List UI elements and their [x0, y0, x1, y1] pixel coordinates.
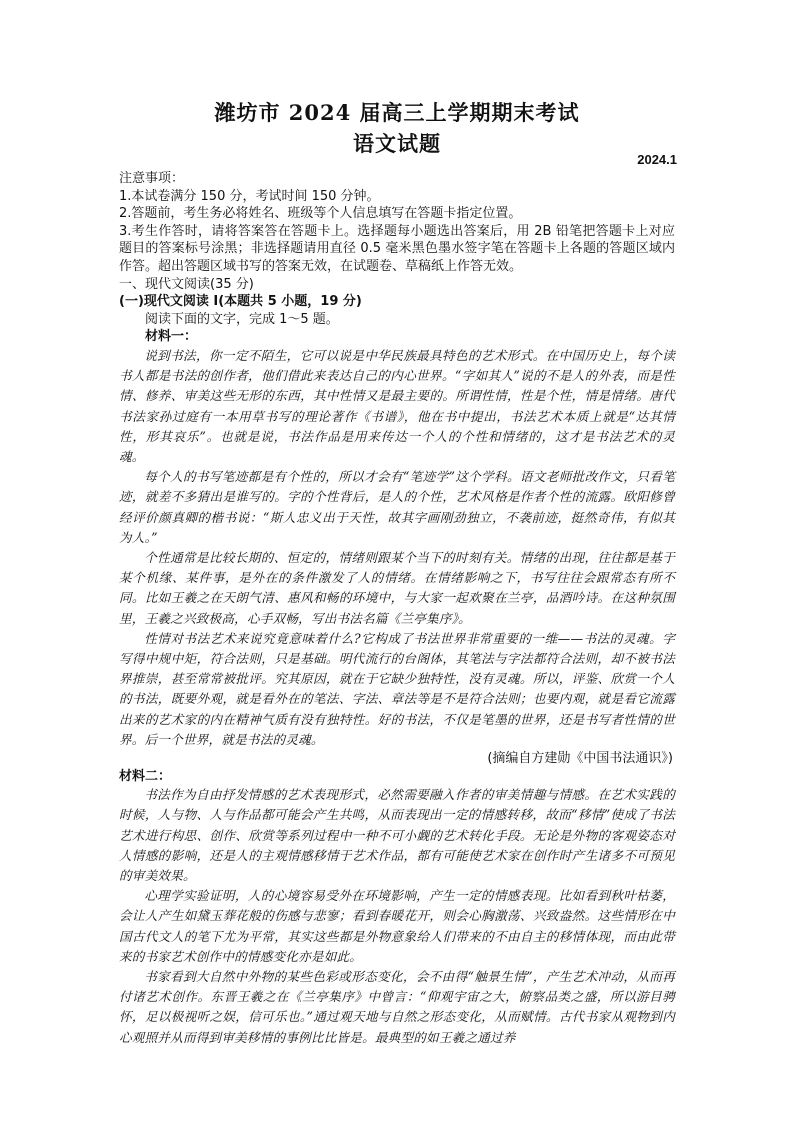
material2-paragraph: 书法作为自由抒发情感的艺术表现形式，必然需要融入作者的审美情趣与情感。在艺术实践的时候，人与物、人与作品都可能会产生共鸣，从而表现出一定的情感转移，故而“移情”使成了书法艺术进行构思、创作、欣赏等系列过程中一种不可小觑的艺术转化手段。无论是外物的客观姿态对人情感的影响，还是人的主观情感移情于艺术作品，都有可能使艺术家在创作时产生诸多不可预见的审美效果。: [119, 787, 675, 883]
reading-instruction: 阅读下面的文字，完成 1～5 题。: [145, 311, 339, 327]
material1-paragraph: 性情对书法艺术来说究竟意味着什么?它构成了书法世界非常重要的一维——书法的灵魂。字写得中规中矩，符合法则，只是基础。明代流行的台阁体，其笔法与字法都符合法则，却不被书法界推崇，甚至常常被批评。究其原因，就在于它缺少独特性，没有灵魂。所以，评鉴、欣赏一个人的书法，既要外观，就是看外在的笔法、字法、章法等是不是符合法则；也要内观，就是看它流露出来的艺术家的内在精神气质有没有独特性。好的书法，不仅是笔墨的世界，还是书写者性情的世界。后一个世界，就是书法的灵魂。: [119, 630, 675, 747]
material1-paragraph: 个性通常是比较长期的、恒定的，情绪则跟某个当下的时刻有关。情绪的出现，往往都是基于某个机缘、某件事，是外在的条件激发了人的情绪。在情绪影响之下，书写往往会跟常态有所不同。比如王羲之在天朗气清、惠风和畅的环境中，与大家一起欢聚在兰亭，品酒吟诗。在这种氛围里，王羲之兴致极高，心手双畅，写出书法名篇《兰亭集序》。: [119, 549, 675, 626]
material2-paragraph: 心理学实验证明，人的心境容易受外在环境影响，产生一定的情感表现。比如看到秋叶枯萎，会让人产生如黛玉葬花般的伤感与悲寥；看到春暖花开，则会心胸激荡、兴致盎然。这些情形在中国古代文人的笔下尤为平常，其实这些都是外物意象给人们带来的不由自主的移情体现，而由此带来的书家艺术创作中的情感变化亦是如此。: [119, 888, 675, 964]
exam-body: [119, 170, 675, 1048]
exam-subtitle: 语文试题: [353, 131, 441, 156]
notice-item-3: 3.考生作答时，请将答案答在答题卡上。选择题每小题选出答案后，用 2B 铅笔把答题卡上对应题目的答案标号涂黑；非选择题请用直径 0.5 毫米黑色墨水签字笔在答题卡上各题的答题区域内作答。超出答题区域书写的答案无效，在试题卷、草稿纸上作答无效。: [119, 223, 675, 274]
material1-paragraph: 每个人的书写笔迹都是有个性的，所以才会有“笔迹学”这个学科。语文老师批改作文，只看笔迹，就差不多猜出是谁写的。字的个性背后，是人的个性，艺术风格是作者个性的流露。欧阳修曾经评价颜真卿的楷书说：“斯人忠义出于天性，故其字画刚劲独立，不袭前迹，挺然奇伟，有似其为人。”: [119, 469, 675, 545]
subsection-heading: (一)现代文阅读 I(本题共 5 小题，19 分): [119, 294, 362, 310]
material1-source: (摘编自方建勋《中国书法通识》): [487, 751, 673, 766]
exam-date: 2024.1: [637, 152, 677, 167]
exam-title: 潍坊市 2024 届高三上学期期末考试: [214, 100, 580, 125]
notice-item-2: 2.答题前，考生务必将姓名、班级等个人信息填写在答题卡指定位置。: [119, 206, 522, 222]
material1-label: 材料一：: [145, 329, 198, 345]
material1-paragraph: 说到书法，你一定不陌生，它可以说是中华民族最具特色的艺术形式。在中国历史上，每个读书人都是书法的创作者，他们借此来表达自己的内心世界。“字如其人”说的不是人的外表，而是性情、修养、审美这些无形的东西，其中性情又是最主要的。所谓性情，性是个性，情是情绪。唐代书法家孙过庭有一本用草书写的理论著作《书谱》，他在书中提出，书法艺术本质上就是“达其情性，形其哀乐”。也就是说，书法作品是用来传达一个人的个性和情绪的，这才是书法艺术的灵魂。: [119, 347, 675, 464]
notice-heading: 注意事项：: [119, 171, 185, 186]
section-heading: 一、现代文阅读(35 分): [119, 276, 254, 292]
material2-label: 材料二：: [119, 768, 172, 784]
notice-item-1: 1.本试卷满分 150 分，考试时间 150 分钟。: [119, 188, 380, 204]
material2-paragraph: 书家看到大自然中外物的某些色彩或形态变化，会不由得“触景生情”，产生艺术冲动，从而再付诸艺术创作。东晋王羲之在《兰亭集序》中曾言：“仰观宇宙之大，俯察品类之盛，所以游目骋怀，足以极视听之娱，信可乐也。”通过观天地与自然之形态变化，从而赋情。古代书家从观物到内心观照并从而得到审美移情的事例比比皆是。最典型的如王羲之通过养: [119, 969, 675, 1045]
